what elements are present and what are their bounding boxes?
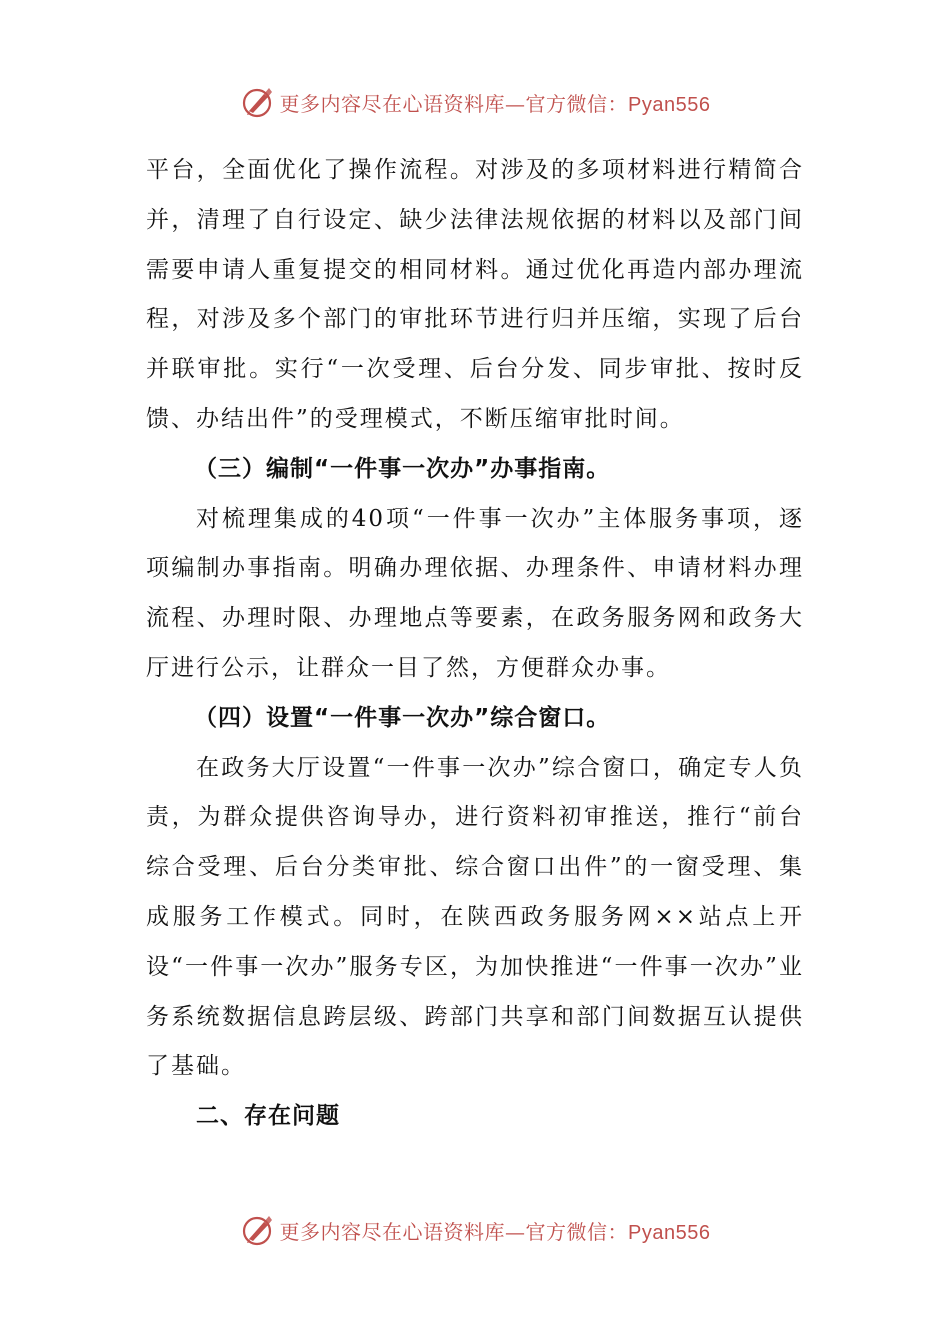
pen-logo-icon xyxy=(240,84,276,120)
paragraph-1: 平台，全面优化了操作流程。对涉及的多项材料进行精简合并，清理了自行设定、缺少法律法规依据的材料以及部门间需要申请人重复提交的相同材料。通过优化再造内部办理流程，对涉及多个部门的审批环节进行归并压缩，实现了后台并联审批。实行“一次受理、后台分发、同步审批、按时反馈、办结出件”的受理模式，不断压缩审批时间。 xyxy=(146,157,804,432)
wechat-id: Pyan556 xyxy=(628,1221,711,1244)
heading-section-3: （三）编制“一件事一次办”办事指南。 xyxy=(194,455,611,482)
paragraph-2: 对梳理集成的40项“一件事一次办”主体服务事项，逐项编制办事指南。明确办理依据、办理条件、申请材料办理流程、办理时限、办理地点等要素，在政务服务网和政务大厅进行公示，让群众一目了然，方便群众办事。 xyxy=(146,505,804,681)
paragraph-3: 在政务大厅设置“一件事一次办”综合窗口，确定专人负责，为群众提供咨询导办，进行资料初审推送，推行“前台综合受理、后台分类审批、综合窗口出件”的一窗受理、集成服务工作模式。同时，在陕西政务服务网××站点上开设“一件事一次办”服务专区，为加快推进“一件事一次办”业务系统数据信息跨层级、跨部门共享和部门间数据互认提供了基础。 xyxy=(146,754,804,1080)
watermark-header xyxy=(0,82,950,122)
watermark-text: 更多内容尽在心语资料库—官方微信：Pyan556 xyxy=(279,1219,711,1244)
watermark-text: 更多内容尽在心语资料库—官方微信：Pyan556 xyxy=(279,91,711,116)
document-body xyxy=(146,146,804,1142)
heading-chapter-2: 二、存在问题 xyxy=(196,1103,340,1130)
pen-logo-icon xyxy=(240,1212,276,1248)
wechat-id: Pyan556 xyxy=(628,93,711,116)
heading-section-4: （四）设置“一件事一次办”综合窗口。 xyxy=(194,704,611,731)
watermark-footer xyxy=(0,1210,950,1250)
